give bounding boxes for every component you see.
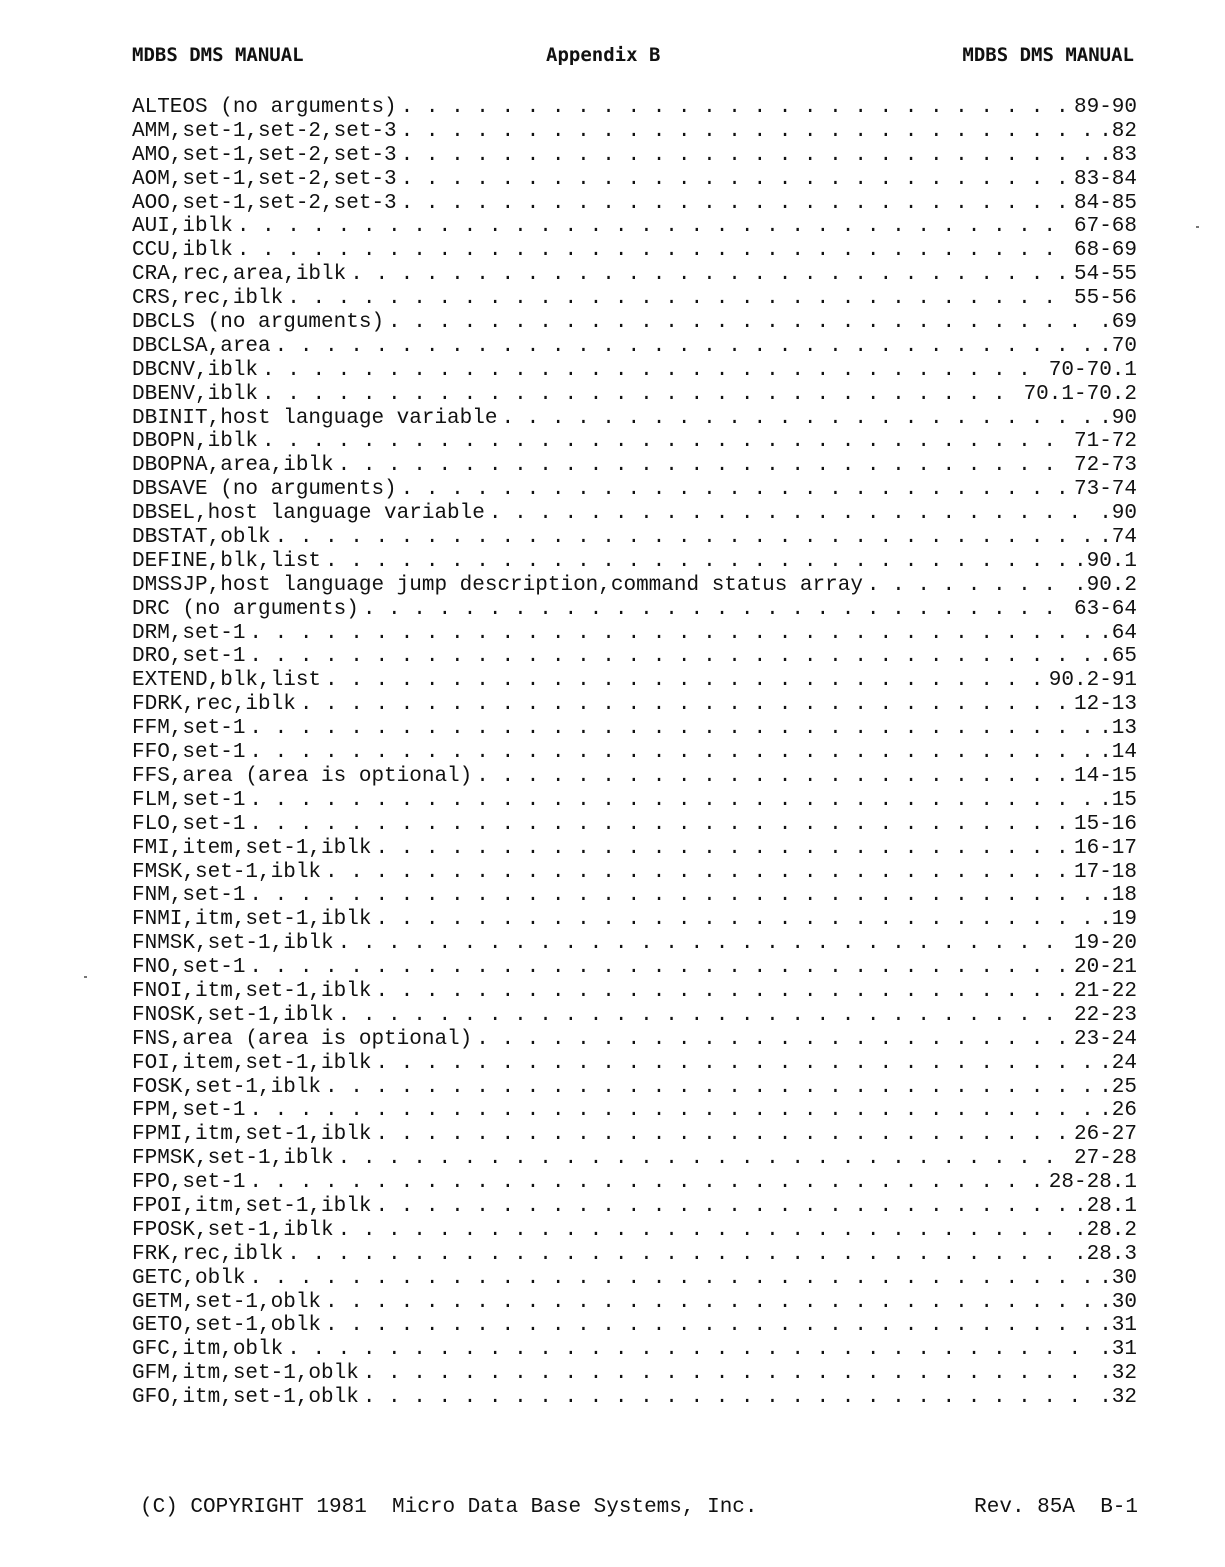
page-reference: .82 — [1095, 120, 1137, 144]
index-entry — [132, 454, 1137, 478]
page-reference: .14 — [1095, 741, 1137, 765]
dot-leader — [397, 120, 1096, 144]
page-reference: 26-27 — [1070, 1123, 1137, 1147]
command-signature: CCU,iblk — [132, 239, 233, 263]
index-entry — [132, 215, 1137, 239]
page-reference: 54-55 — [1070, 263, 1137, 287]
index-entry — [132, 1171, 1137, 1195]
page-reference: .18 — [1095, 884, 1137, 908]
index-entry — [132, 598, 1137, 622]
index-entry — [132, 1195, 1137, 1219]
index-entry — [132, 168, 1137, 192]
page-reference: 70.1-70.2 — [1020, 383, 1137, 407]
command-signature: FFS,area (area is optional) — [132, 764, 473, 788]
dot-leader — [334, 454, 1070, 478]
command-signature: FNO,set-1 — [132, 956, 246, 980]
page-reference: 71-72 — [1070, 430, 1137, 454]
page-reference: .65 — [1095, 645, 1137, 669]
index-entry — [132, 1076, 1137, 1100]
command-signature: CRS,rec,iblk — [132, 287, 284, 311]
command-signature: AOO,set-1,set-2,set-3 — [132, 191, 397, 215]
command-signature: DBENV,iblk — [132, 382, 259, 406]
dot-leader — [321, 1076, 1095, 1100]
page-reference: 73-74 — [1070, 478, 1137, 502]
page-reference: 72-73 — [1070, 454, 1137, 478]
command-signature: GETM,set-1,oblk — [132, 1290, 322, 1314]
page-reference: .74 — [1095, 526, 1137, 550]
page-reference: .64 — [1095, 622, 1137, 646]
dot-leader — [334, 1004, 1070, 1028]
index-entry — [132, 765, 1137, 789]
dot-leader — [472, 1028, 1070, 1052]
index-entry — [132, 645, 1137, 669]
dot-leader — [334, 932, 1070, 956]
page-reference: 63-64 — [1070, 598, 1137, 622]
dot-leader — [321, 550, 1070, 574]
page-reference: 22-23 — [1070, 1004, 1137, 1028]
page-reference: 15-16 — [1070, 813, 1137, 837]
index-entry — [132, 1147, 1137, 1171]
page-reference: .83 — [1095, 144, 1137, 168]
command-signature: DBCLSA,area — [132, 334, 271, 358]
command-signature: DRC (no arguments) — [132, 597, 359, 621]
index-entry — [132, 96, 1137, 120]
page-reference: 28-28.1 — [1045, 1171, 1137, 1195]
dot-leader — [271, 335, 1096, 359]
dot-leader — [397, 96, 1070, 120]
command-signature: FNM,set-1 — [132, 884, 246, 908]
command-signature: GFM,itm,set-1,oblk — [132, 1362, 359, 1386]
index-entry — [132, 1028, 1137, 1052]
index-entry — [132, 574, 1137, 598]
index-entry — [132, 861, 1137, 885]
dot-leader — [321, 1291, 1095, 1315]
index-entry — [132, 192, 1137, 216]
page-reference: .90 — [1095, 502, 1137, 526]
page-reference: 21-22 — [1070, 980, 1137, 1004]
dot-leader — [245, 813, 1070, 837]
dot-leader — [371, 1052, 1095, 1076]
dot-leader — [321, 1314, 1095, 1338]
page-reference: .19 — [1095, 908, 1137, 932]
command-signature: AMO,set-1,set-2,set-3 — [132, 143, 397, 167]
index-entry — [132, 430, 1137, 454]
dot-leader — [258, 430, 1070, 454]
dot-leader — [233, 215, 1070, 239]
page-reference: .30 — [1095, 1291, 1137, 1315]
command-signature: AMM,set-1,set-2,set-3 — [132, 119, 397, 143]
index-entry — [132, 956, 1137, 980]
index-entry — [132, 1219, 1137, 1243]
command-signature: FNMSK,set-1,iblk — [132, 932, 334, 956]
index-entry — [132, 813, 1137, 837]
dot-leader — [384, 311, 1095, 335]
dot-leader — [359, 1386, 1095, 1410]
index-entry — [132, 837, 1137, 861]
page-reference: 23-24 — [1070, 1028, 1137, 1052]
page-reference: .31 — [1095, 1338, 1137, 1362]
command-signature: CRA,rec,area,iblk — [132, 263, 347, 287]
command-signature: GFO,itm,set-1,oblk — [132, 1386, 359, 1410]
page-reference: .70 — [1095, 335, 1137, 359]
index-entry — [132, 1362, 1137, 1386]
index-entry — [132, 693, 1137, 717]
index-entry — [132, 144, 1137, 168]
dot-leader — [472, 765, 1070, 789]
index-entry — [132, 622, 1137, 646]
command-signature: DMSSJP,host language jump description,command status array — [132, 573, 863, 597]
command-signature: DBOPNA,area,iblk — [132, 454, 334, 478]
command-signature: FPMSK,set-1,iblk — [132, 1147, 334, 1171]
index-entry — [132, 335, 1137, 359]
dot-leader — [245, 1099, 1095, 1123]
page-reference: .90.1 — [1070, 550, 1137, 574]
index-entry — [132, 359, 1137, 383]
command-signature: FRK,rec,iblk — [132, 1242, 284, 1266]
command-signature: FFO,set-1 — [132, 741, 246, 765]
index-entry — [132, 932, 1137, 956]
dot-leader — [271, 526, 1096, 550]
dot-leader — [245, 956, 1070, 980]
command-signature: DRO,set-1 — [132, 645, 246, 669]
header-left-title: MDBS DMS MANUAL — [132, 44, 304, 66]
page-reference: .28.3 — [1070, 1243, 1137, 1267]
page-reference: .32 — [1095, 1362, 1137, 1386]
index-entry — [132, 311, 1137, 335]
index-entry — [132, 717, 1137, 741]
index-entry — [132, 669, 1137, 693]
dot-leader — [485, 502, 1095, 526]
page-reference: .28.1 — [1070, 1195, 1137, 1219]
index-entry — [132, 1004, 1137, 1028]
dot-leader — [321, 669, 1045, 693]
dot-leader — [233, 239, 1070, 263]
command-signature: DEFINE,blk,list — [132, 549, 322, 573]
command-signature: DBCLS (no arguments) — [132, 311, 385, 335]
dot-leader — [283, 1243, 1070, 1267]
index-entry — [132, 884, 1137, 908]
dot-leader — [371, 980, 1070, 1004]
command-signature: FLM,set-1 — [132, 788, 246, 812]
index-entry — [132, 502, 1137, 526]
page-reference: .13 — [1095, 717, 1137, 741]
dot-leader — [334, 1147, 1070, 1171]
index-entry — [132, 741, 1137, 765]
page-reference: 84-85 — [1070, 192, 1137, 216]
command-signature: DBCNV,iblk — [132, 358, 259, 382]
dot-leader — [371, 1195, 1070, 1219]
dot-leader — [397, 478, 1070, 502]
dot-leader — [245, 645, 1095, 669]
index-entry — [132, 263, 1137, 287]
command-signature: GFC,itm,oblk — [132, 1338, 284, 1362]
page-reference: 55-56 — [1070, 287, 1137, 311]
footer-revision: Rev. 85A B-1 — [974, 1496, 1138, 1519]
dot-leader — [245, 884, 1095, 908]
dot-leader — [497, 407, 1095, 431]
index-entry — [132, 550, 1137, 574]
dot-leader — [245, 741, 1095, 765]
header-right-title: MDBS DMS MANUAL — [962, 44, 1134, 66]
page-reference: .28.2 — [1070, 1219, 1137, 1243]
command-signature: DBSTAT,oblk — [132, 526, 271, 550]
dot-leader — [245, 1171, 1044, 1195]
dot-leader — [296, 693, 1070, 717]
page-header — [132, 44, 1134, 74]
dot-leader — [245, 717, 1095, 741]
index-entry — [132, 1314, 1137, 1338]
dot-leader — [258, 383, 1020, 407]
dot-leader — [359, 598, 1070, 622]
command-signature: FPO,set-1 — [132, 1171, 246, 1195]
command-signature: FMSK,set-1,iblk — [132, 860, 322, 884]
command-index-list — [132, 96, 1137, 1410]
index-entry — [132, 1123, 1137, 1147]
command-signature: DBOPN,iblk — [132, 430, 259, 454]
dot-leader — [397, 192, 1070, 216]
command-signature: FLO,set-1 — [132, 812, 246, 836]
command-signature: FNOI,itm,set-1,iblk — [132, 979, 372, 1003]
index-entry — [132, 789, 1137, 813]
command-signature: FPOSK,set-1,iblk — [132, 1218, 334, 1242]
page-reference: 90.2-91 — [1045, 669, 1137, 693]
dot-leader — [258, 359, 1045, 383]
page-reference: 70-70.1 — [1045, 359, 1137, 383]
index-entry — [132, 1099, 1137, 1123]
page-reference: 12-13 — [1070, 693, 1137, 717]
command-signature: FNS,area (area is optional) — [132, 1027, 473, 1051]
index-entry — [132, 908, 1137, 932]
page-reference: .32 — [1095, 1386, 1137, 1410]
page-reference: 68-69 — [1070, 239, 1137, 263]
command-signature: FNMI,itm,set-1,iblk — [132, 908, 372, 932]
command-signature: AUI,iblk — [132, 215, 233, 239]
page-reference: 83-84 — [1070, 168, 1137, 192]
page-reference: .90.2 — [1070, 574, 1137, 598]
index-entry — [132, 1291, 1137, 1315]
dot-leader — [359, 1362, 1095, 1386]
command-signature: FOI,item,set-1,iblk — [132, 1051, 372, 1075]
command-signature: FMI,item,set-1,iblk — [132, 836, 372, 860]
page-reference: 89-90 — [1070, 96, 1137, 120]
index-entry — [132, 407, 1137, 431]
command-signature: FNOSK,set-1,iblk — [132, 1003, 334, 1027]
index-entry — [132, 478, 1137, 502]
index-entry — [132, 383, 1137, 407]
dot-leader — [397, 144, 1096, 168]
dot-leader — [245, 789, 1095, 813]
command-signature: FPOI,itm,set-1,iblk — [132, 1194, 372, 1218]
header-section-title: Appendix B — [546, 44, 661, 66]
index-entry — [132, 1243, 1137, 1267]
dot-leader — [334, 1219, 1070, 1243]
page-reference: .15 — [1095, 789, 1137, 813]
page-reference: .69 — [1095, 311, 1137, 335]
footer-copyright: (C) COPYRIGHT 1981 Micro Data Base Systems, Inc. — [140, 1496, 758, 1519]
index-entry — [132, 1052, 1137, 1076]
index-entry — [132, 526, 1137, 550]
index-entry — [132, 120, 1137, 144]
dot-leader — [346, 263, 1070, 287]
page-reference: 19-20 — [1070, 932, 1137, 956]
index-entry — [132, 980, 1137, 1004]
scan-mark — [1196, 226, 1199, 228]
dot-leader — [321, 861, 1070, 885]
index-entry — [132, 239, 1137, 263]
page-reference: .24 — [1095, 1052, 1137, 1076]
command-signature: DRM,set-1 — [132, 621, 246, 645]
page-reference: 17-18 — [1070, 861, 1137, 885]
page-reference: .90 — [1095, 407, 1137, 431]
command-signature: FOSK,set-1,iblk — [132, 1075, 322, 1099]
command-signature: DBSEL,host language variable — [132, 502, 485, 526]
page-reference: .31 — [1095, 1314, 1137, 1338]
dot-leader — [283, 287, 1070, 311]
command-signature: EXTEND,blk,list — [132, 669, 322, 693]
command-signature: AOM,set-1,set-2,set-3 — [132, 167, 397, 191]
command-signature: FPM,set-1 — [132, 1099, 246, 1123]
page-reference: .30 — [1095, 1267, 1137, 1291]
page-reference: 27-28 — [1070, 1147, 1137, 1171]
command-signature: FFM,set-1 — [132, 717, 246, 741]
command-signature: FDRK,rec,iblk — [132, 693, 296, 717]
command-signature: DBSAVE (no arguments) — [132, 478, 397, 502]
dot-leader — [371, 908, 1095, 932]
command-signature: GETO,set-1,oblk — [132, 1314, 322, 1338]
page-reference: 16-17 — [1070, 837, 1137, 861]
command-signature: ALTEOS (no arguments) — [132, 96, 397, 119]
dot-leader — [371, 837, 1070, 861]
page-reference: 20-21 — [1070, 956, 1137, 980]
command-signature: GETC,oblk — [132, 1266, 246, 1290]
page-reference: .26 — [1095, 1099, 1137, 1123]
dot-leader — [863, 574, 1070, 598]
dot-leader — [371, 1123, 1070, 1147]
scan-mark — [84, 976, 87, 978]
dot-leader — [397, 168, 1070, 192]
page-reference: 67-68 — [1070, 215, 1137, 239]
index-entry — [132, 1386, 1137, 1410]
command-signature: FPMI,itm,set-1,iblk — [132, 1123, 372, 1147]
page-reference: 14-15 — [1070, 765, 1137, 789]
page-reference: .25 — [1095, 1076, 1137, 1100]
index-entry — [132, 287, 1137, 311]
dot-leader — [283, 1338, 1095, 1362]
index-entry — [132, 1267, 1137, 1291]
dot-leader — [245, 622, 1095, 646]
command-signature: DBINIT,host language variable — [132, 406, 498, 430]
dot-leader — [245, 1267, 1095, 1291]
index-entry — [132, 1338, 1137, 1362]
